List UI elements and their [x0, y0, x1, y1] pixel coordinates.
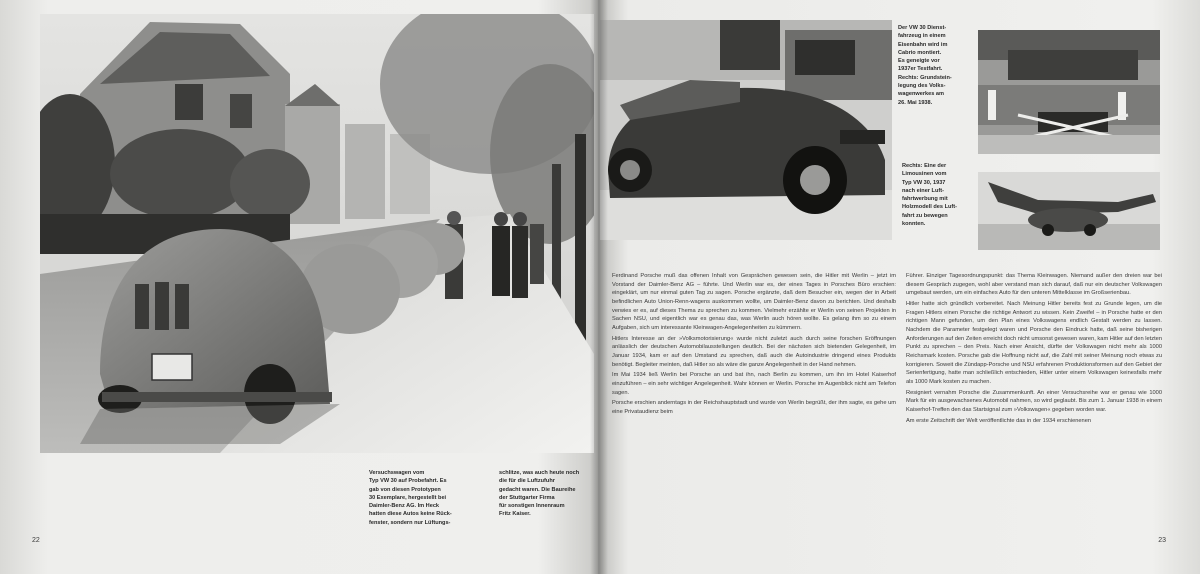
right-page: [598, 0, 1200, 574]
body-text-column-left: [612, 272, 896, 419]
aircraft-photo-graphic: [978, 172, 1160, 250]
left-page: [0, 0, 598, 574]
book-gutter: [590, 0, 608, 574]
photo-caption-right-mid: Rechts: Eine der Limousinen vom Typ VW 30, 1937 nach einer Luft- fahrtwerbung mit Holzmodell des Luft- fahrt zu bewegen konnten.: [902, 163, 958, 228]
body-paragraph: Im Mai 1934 ließ Werlin bei Porsche an und bat ihn, nach Berlin zu kommen, um ihn im Hotel Kaiserhof einzuführen – ein sehr wichtiger Angelegenheit. Wahr können er Werlin. Porsche im Augenblick nicht am Telefon sagen.: [612, 372, 896, 396]
street-photo-vw30-prototypes: [40, 14, 594, 453]
ceremony-photo-graphic: [978, 30, 1160, 154]
body-paragraph: Hitler hatte sich gründlich vorbereitet. Nach Meinung Hitler bereits fest zu Grunde legen, um die Fragen Hitlers einen Porsche die richtige Antwort zu wissen. Kein Zweifel – in Porsche hatte er den richtigen Mann gefunden, um den Plan eines Volkswagens endlich Gestalt werden zu lassen. Nachdem die Parameter festgelegt waren und Porsche den Eindruck hatte, daß seine bisherigen Anforderungen auf den Zeiten erreicht doch nicht umsonst gewesen waren, kam Hitler auf den letzten Punkt zu sprechen – den Preis. Nach einer Ansicht, dürfte der Volkswagen nicht mehr als 1000 Reichsmark kosten. Porsche gab die Hoffnung nicht auf, die Zahl mit seiner Meinung noch etwas zu korrigieren. Soweit die Zündapp-Porsche und NSU erfahrenen Produktionsformen auf den Gebiet der Serienfertigung, hatte man schließlich entschieden, Hitler unter einem Volkswagen keinesfalls mehr als 1000 Mark kosten zu machen.: [906, 300, 1162, 385]
body-paragraph: Resigniert vernahm Porsche die Zusammenkunft. An einer Versuchsreihe war er genau wie 1000 Mark für ein ausgewachsenes Automobil nahmen, so wird geglaubt. Bis zum 1. Januar 1938 in einem Kaiserhof-Treffen den das Startsignal zum »Volkswagen« gegeben worden war.: [906, 389, 1162, 413]
factory-foundation-ceremony-photo: [978, 30, 1160, 154]
street-photo-graphic: [40, 14, 594, 453]
cabrio-photo-graphic: [600, 20, 892, 240]
page-number-left: 22: [32, 537, 40, 544]
photo-caption-left-a: Versuchswagen vom Typ VW 30 auf Probefahrt. Es gab von diesen Prototypen 30 Exemplare, hergestellt bei Daimler-Benz AG. Im Heck hatten diese Autos keine Rück- fenster, sondern nur Lüftungs-: [369, 470, 452, 526]
body-paragraph: Porsche erschien anderntags in der Reichshauptstadt und wurde von Werlin begrüßt, der ihm sagte, es gehe um eine Privataudienz beim: [612, 400, 896, 415]
photo-caption-right-top: Der VW 30 Dienst- fahrzeug in einem Eisenbahn wird im Cabrio montiert. Es geneigte vor 1937er Testfahrt. Rechts: Grundstein- legung des Volks- wagenwerkes am 26. Mai 1938.: [898, 25, 952, 106]
body-text-column-right: [906, 272, 1162, 427]
body-paragraph: Ferdinand Porsche muß das offenen Inhalt von Gesprächen gewesen sein, die Hitler mit Werlin – jetzt im Vorstand der Daimler-Benz AG – führte. Und Werlin war es, der eines Tages in Porsches Büro erschien: eingeklärt, um nur einmal guten Tag zu sagen. Porsche ergänzte, daß dem Besucher ein, wegen der in Arbeit befindlichen Auto Union-Renn-wagens auskommen wollte, um Daimler-Benz davon zu berichten. Und deshalb verwies er es, auf dieses Thema zu sprechen zu kommen. Vielmehr erzählte er Werlin von seinen Projekten in Sachen NSU, und eigentlich war es genau das, was Werlin auch hören wollte. Es gelang ihm so zu einem Aufgaben, sich um interessante Kleinwagen-Angelegenheiten zu kümmern.: [612, 273, 896, 331]
photo-caption-left-b: schlitze, was auch heute noch die für die Luftzufuhr gedacht waren. Die Baureihe der Stuttgarter Firma für sonstigen Innenraum Fritz Kaiser.: [499, 470, 580, 518]
vw-with-aircraft-photo: [978, 172, 1160, 250]
body-paragraph: Führer. Einziger Tagesordnungspunkt: das Thema Kleinwagen. Niemand außer den dreien war bei diesem Gespräch zugegen, wohl aber verstand man sich darauf, daß nur ein deutscher Volkswagen umgebaut werden, um ein einfaches Auto für den unteren Mittelklasse im Großserienbau.: [906, 273, 1162, 297]
cabrio-prototype-photo: [600, 20, 892, 240]
page-number-right: 23: [1158, 537, 1166, 544]
body-paragraph: Am erste Zeitschrift der Welt veröffentlichte das in der 1934 erschienenen: [906, 417, 1092, 424]
body-paragraph: Hitlers Interesse an der »Volksmotorisierung« wurde nicht zuletzt auch durch seine forschen Eröffnungen anlässlich der deutschen Automobilausstellungen deutlich. Bei der nächsten sich bietenden Gelegenheit, im Januar 1934, kam er auf den Umstand zu sprechen, daß auch die Autoindustrie dringend eines Produkts benötigt. Begleiter meinten, daß Hitler so als wäre die ganze Angelegenheit in der Hand nehmen.: [612, 335, 896, 368]
